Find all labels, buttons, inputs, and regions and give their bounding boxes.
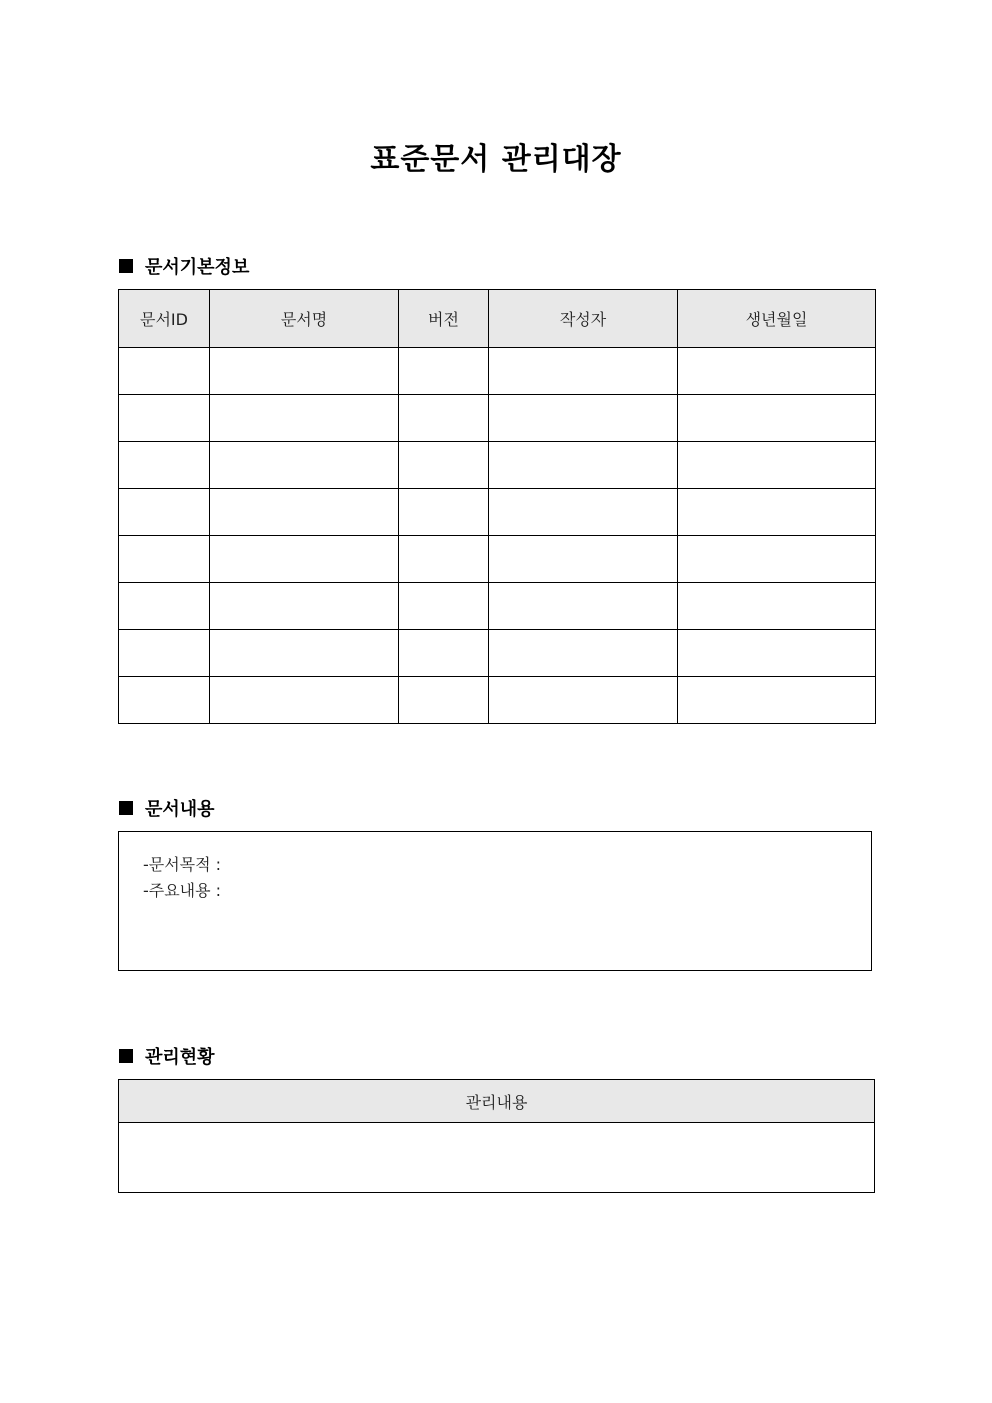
cell-birthdate[interactable] (678, 489, 876, 536)
cell-birthdate[interactable] (678, 442, 876, 489)
table-row (119, 536, 876, 583)
cell-author[interactable] (489, 348, 678, 395)
column-header-birthdate: 생년월일 (678, 290, 876, 348)
cell-birthdate[interactable] (678, 583, 876, 630)
section-heading-label: 문서내용 (145, 799, 215, 820)
cell-birthdate[interactable] (678, 536, 876, 583)
cell-doc-name[interactable] (210, 489, 399, 536)
cell-birthdate[interactable] (678, 630, 876, 677)
black-square-icon (119, 801, 133, 815)
section-heading-basic-info (119, 253, 249, 279)
cell-author[interactable] (489, 395, 678, 442)
cell-doc-id[interactable] (119, 536, 210, 583)
cell-birthdate[interactable] (678, 395, 876, 442)
cell-doc-name[interactable] (210, 395, 399, 442)
main-content-line: -주요내용 : (143, 881, 222, 900)
table-row (119, 395, 876, 442)
cell-doc-id[interactable] (119, 583, 210, 630)
cell-doc-id[interactable] (119, 489, 210, 536)
cell-doc-name[interactable] (210, 536, 399, 583)
page-title: 표준문서 관리대장 (370, 142, 622, 177)
cell-doc-id[interactable] (119, 348, 210, 395)
cell-author[interactable] (489, 536, 678, 583)
table-row (119, 677, 876, 724)
cell-version[interactable] (399, 677, 489, 724)
doc-purpose-line: -문서목적 : (143, 855, 222, 874)
cell-doc-name[interactable] (210, 348, 399, 395)
column-header-doc-id: 문서ID (119, 290, 210, 348)
cell-doc-id[interactable] (119, 677, 210, 724)
table-row (119, 583, 876, 630)
cell-doc-name[interactable] (210, 583, 399, 630)
document-content-box[interactable] (118, 831, 872, 971)
cell-doc-id[interactable] (119, 442, 210, 489)
table-header-row (119, 290, 876, 348)
cell-version[interactable] (399, 536, 489, 583)
section-heading-label: 관리현황 (145, 1047, 215, 1068)
section-heading-content (119, 795, 215, 821)
cell-birthdate[interactable] (678, 348, 876, 395)
cell-author[interactable] (489, 442, 678, 489)
cell-version[interactable] (399, 630, 489, 677)
cell-author[interactable] (489, 630, 678, 677)
cell-version[interactable] (399, 489, 489, 536)
cell-version[interactable] (399, 395, 489, 442)
column-header-author: 작성자 (489, 290, 678, 348)
cell-version[interactable] (399, 442, 489, 489)
cell-management-content[interactable] (119, 1123, 875, 1193)
table-row (119, 442, 876, 489)
table-row (119, 1123, 875, 1193)
management-table (118, 1079, 875, 1193)
table-header-row (119, 1080, 875, 1123)
cell-birthdate[interactable] (678, 677, 876, 724)
cell-doc-id[interactable] (119, 630, 210, 677)
cell-author[interactable] (489, 489, 678, 536)
cell-doc-name[interactable] (210, 630, 399, 677)
table-row (119, 489, 876, 536)
table-row (119, 630, 876, 677)
cell-doc-name[interactable] (210, 677, 399, 724)
black-square-icon (119, 1049, 133, 1063)
column-header-doc-name: 문서명 (210, 290, 399, 348)
column-header-management-content: 관리내용 (119, 1080, 875, 1123)
cell-author[interactable] (489, 583, 678, 630)
section-heading-management (119, 1043, 215, 1069)
black-square-icon (119, 259, 133, 273)
cell-version[interactable] (399, 583, 489, 630)
section-heading-label: 문서기본정보 (145, 257, 250, 278)
cell-version[interactable] (399, 348, 489, 395)
cell-author[interactable] (489, 677, 678, 724)
table-row (119, 348, 876, 395)
cell-doc-name[interactable] (210, 442, 399, 489)
column-header-version: 버전 (399, 290, 489, 348)
cell-doc-id[interactable] (119, 395, 210, 442)
basic-info-table (118, 289, 876, 724)
